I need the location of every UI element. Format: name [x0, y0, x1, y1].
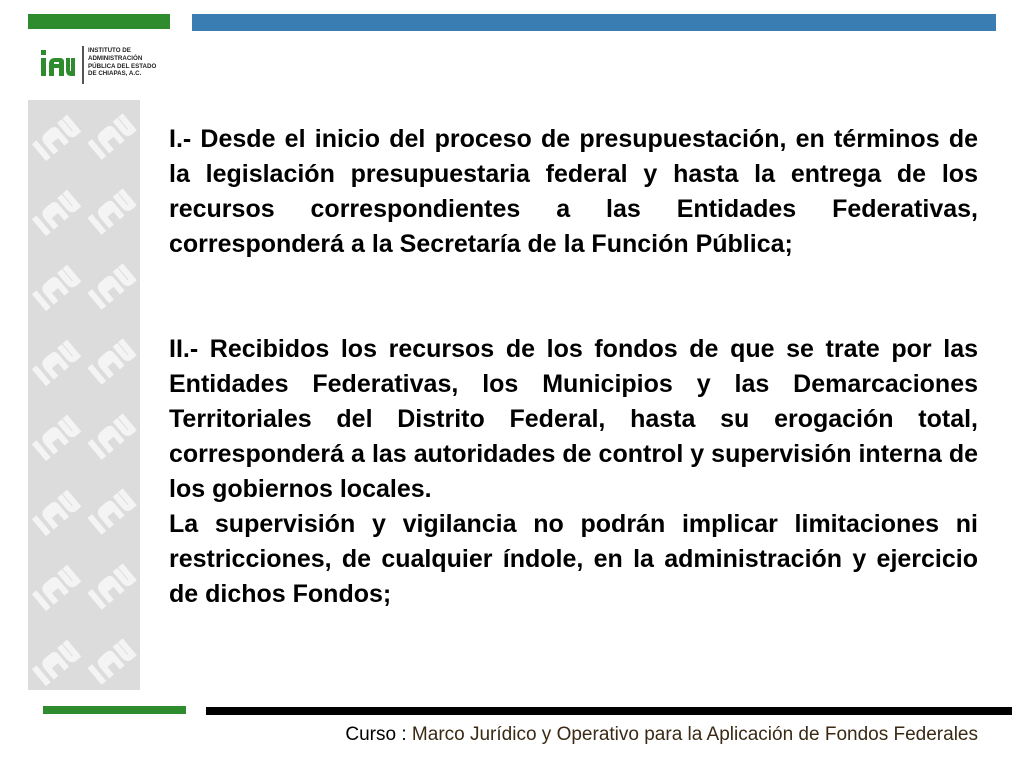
paragraph-2: II.- Recibidos los recursos de los fondos de que se trate por las Entidades Federativas, los Municipios y las Demarcaciones Territoriales del Distrito Federal, hasta su erogación total, corresponderá a las autoridades de control y supervisión interna de los gobiernos locales.	[169, 335, 978, 503]
logo-divider	[82, 46, 84, 84]
footer-course-title: Marco Jurídico y Operativo para la Aplicación de Fondos Federales	[411, 724, 978, 745]
bottom-green-bar	[43, 706, 186, 714]
institute-logo	[40, 44, 180, 86]
course-footer	[318, 723, 978, 747]
iap-logo-icon	[40, 48, 76, 78]
top-green-bar	[28, 14, 170, 29]
paragraph-1: I.- Desde el inicio del proceso de presupuestación, en términos de la legislación presupuestaria federal y hasta la entrega de los recursos correspondientes a las Entidades Federativas, corresponderá a la Secretaría de la Función Pública;	[169, 125, 978, 258]
footer-prefix: Curso :	[345, 724, 412, 745]
watermark-pattern	[28, 100, 140, 690]
watermark-strip	[28, 100, 140, 690]
top-blue-bar	[192, 14, 996, 31]
bottom-black-bar	[206, 707, 1012, 715]
article-body	[169, 122, 978, 612]
logo-text: INSTITUTO DE ADMINISTRACIÓN PÚBLICA DEL ESTADO DE CHIAPAS, A.C.	[88, 47, 157, 78]
paragraph-3: La supervisión y vigilancia no podrán implicar limitaciones ni restricciones, de cualquier índole, en la administración y ejercicio de dichos Fondos;	[169, 510, 978, 608]
